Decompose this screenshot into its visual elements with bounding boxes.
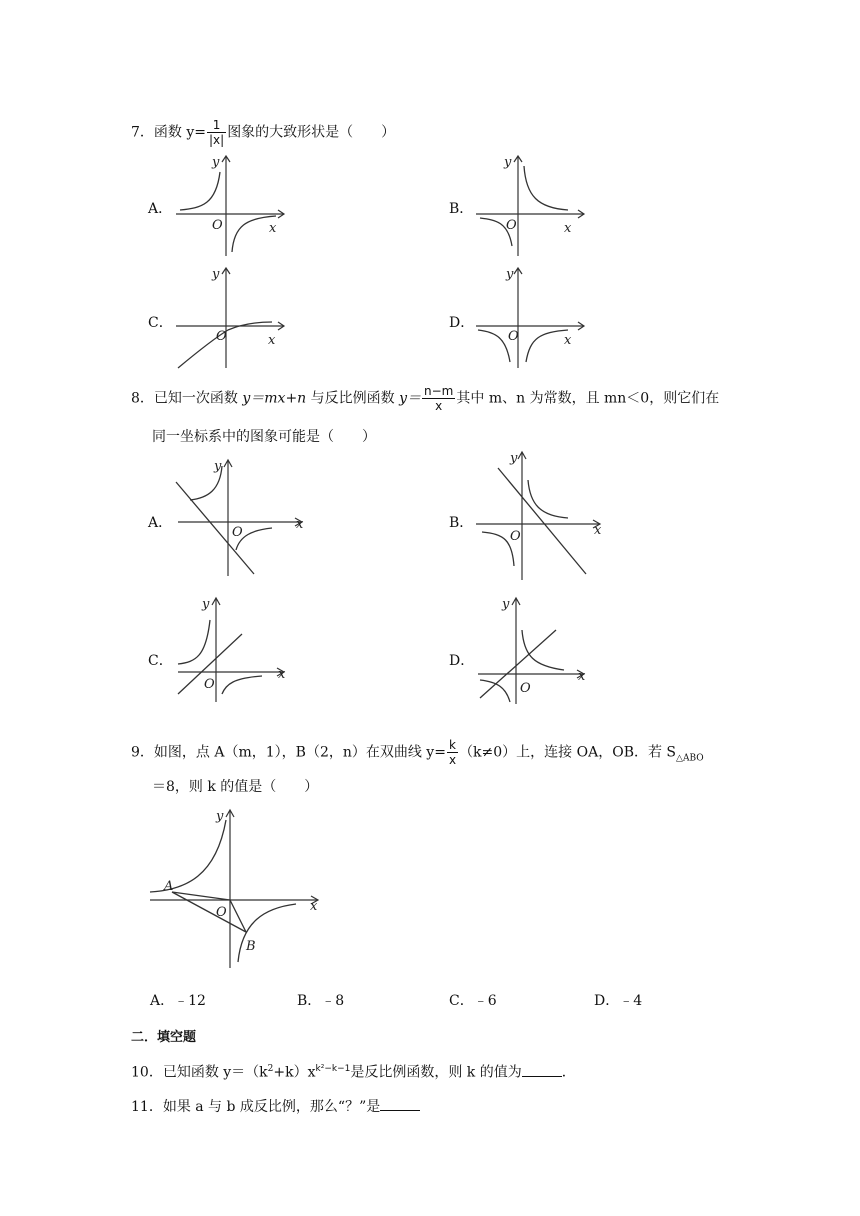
q7-graph-a[interactable] <box>172 152 288 260</box>
q8-stem-line2: 同一坐标系中的图象可能是（ ） <box>152 429 376 445</box>
svg-text:O: O <box>508 329 519 344</box>
q7-option-b-label[interactable]: B． <box>449 201 474 217</box>
q10-answer-blank[interactable] <box>522 1062 562 1077</box>
svg-text:y: y <box>212 267 220 282</box>
svg-text:x: x <box>594 523 602 538</box>
svg-text:y: y <box>212 155 220 170</box>
q7-option-a-label[interactable]: A． <box>148 201 173 217</box>
q8-stem-line1: 8．已知一次函数 y＝mx+n 与反比例函数 y＝ $\frac{n-m}{x}$ 其中 m、n 为常数，且 mn＜0，则它们在 <box>131 384 720 413</box>
q7-graph-c[interactable] <box>172 264 288 372</box>
q9-stem-line1: 9．如图，点 A（m，1），B（2，n）在双曲线 y= $\frac{k}{x}$ （k≠0）上，连接 OA，OB．若 $S_{\triangle ABO}$ <box>131 738 704 767</box>
svg-text:y: y <box>506 267 514 282</box>
q9-origin-label: O <box>216 905 227 920</box>
q8-option-c-label[interactable]: C． <box>148 653 173 669</box>
q7-graph-d[interactable] <box>472 264 588 372</box>
q8-option-d-label[interactable]: D． <box>449 653 475 669</box>
svg-text:O: O <box>204 677 215 692</box>
svg-text:x: x <box>268 333 276 348</box>
q7-fraction: $\frac{1}{|x|}$ <box>209 118 225 147</box>
q8-graph-d[interactable] <box>472 594 596 708</box>
q8-option-a-label[interactable]: A． <box>148 515 173 531</box>
q10-stem: 10．已知函数 $y=(k^2+k)x^{k^2-k-1}$是反比例函数，则 k 的值为 ． <box>131 1060 576 1082</box>
q7-option-c-label[interactable]: C． <box>148 315 173 331</box>
q7-stem: 7．函数 y= $\frac{1}{|x|}$ 图象的大致形状是（ ） <box>131 118 396 147</box>
q11-answer-blank[interactable] <box>380 1096 420 1111</box>
svg-text:x: x <box>296 517 304 532</box>
q8-graph-a[interactable] <box>172 456 312 580</box>
q9-stem-line2: ＝8，则 k 的值是（ ） <box>152 779 319 795</box>
q7-graph-b[interactable] <box>472 152 588 260</box>
svg-text:x: x <box>269 221 277 236</box>
svg-text:y: y <box>216 809 224 824</box>
svg-text:O: O <box>216 329 227 344</box>
q11-stem: 11．如果 a 与 b 成反比例，那么“？”是 <box>131 1096 420 1116</box>
svg-text:y: y <box>510 451 518 466</box>
svg-text:x: x <box>564 333 572 348</box>
q8-fraction: $\frac{n-m}{x}$ <box>424 384 454 413</box>
svg-text:O: O <box>506 218 517 233</box>
q9-choice-b[interactable]: B．﹣8 <box>297 993 345 1009</box>
q9-fraction: $\frac{k}{x}$ <box>448 738 457 767</box>
svg-text:O: O <box>232 525 243 540</box>
q9-choice-c[interactable]: C．﹣6 <box>449 993 497 1009</box>
svg-text:O: O <box>212 218 223 233</box>
svg-text:O: O <box>510 529 521 544</box>
q9-figure <box>146 806 326 972</box>
q9-point-b-label: B <box>246 939 256 954</box>
q8-graph-c[interactable] <box>172 594 296 706</box>
svg-text:x: x <box>564 221 572 236</box>
svg-text:y: y <box>214 459 222 474</box>
svg-text:x: x <box>578 669 586 684</box>
section-title: 二．填空题 <box>131 1030 197 1045</box>
q8-graph-b[interactable] <box>472 448 612 584</box>
svg-text:O: O <box>520 681 531 696</box>
svg-text:y: y <box>504 155 512 170</box>
svg-text:x: x <box>310 899 318 914</box>
q9-choice-a[interactable]: A．﹣12 <box>150 993 206 1009</box>
q7-option-d-label[interactable]: D． <box>449 315 475 331</box>
svg-text:y: y <box>202 597 210 612</box>
svg-text:x: x <box>278 667 286 682</box>
q8-option-b-label[interactable]: B． <box>449 515 474 531</box>
q9-choice-d[interactable]: D．﹣4 <box>594 993 643 1009</box>
q9-point-a-label: A <box>164 879 174 894</box>
svg-text:y: y <box>502 597 510 612</box>
